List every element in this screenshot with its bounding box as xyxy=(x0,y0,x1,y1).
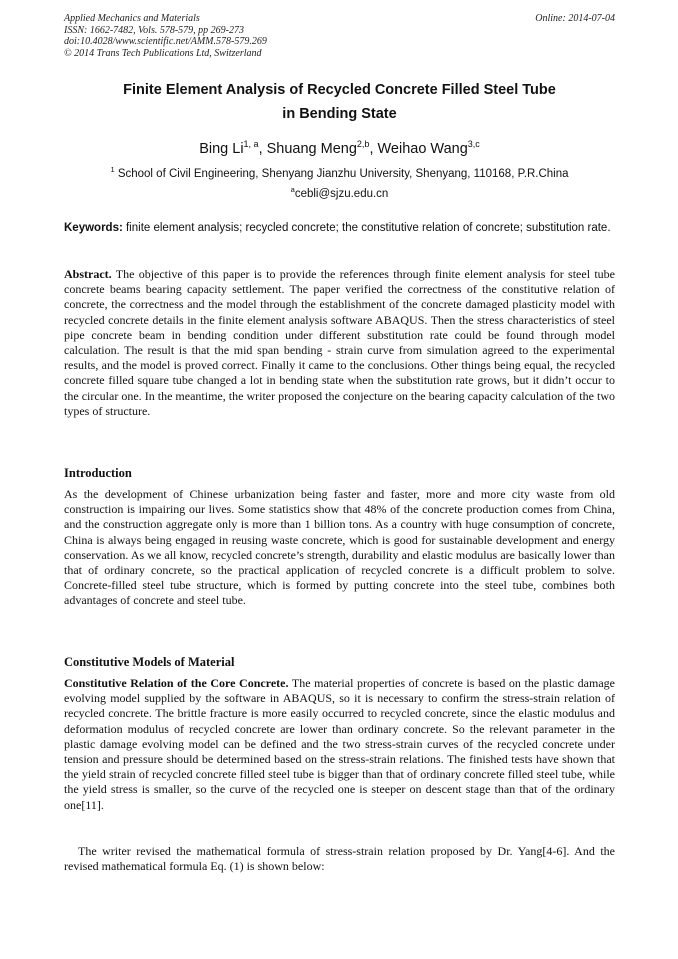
section-heading-introduction: Introduction xyxy=(64,466,132,480)
paper-title xyxy=(64,78,615,126)
author-affiliation-mark: 1, a xyxy=(243,139,259,149)
contact-email xyxy=(64,185,615,200)
email-text: cebli@sjzu.edu.cn xyxy=(294,188,389,200)
author-affiliation-mark: 3,c xyxy=(467,139,480,149)
abstract-text: The objective of this paper is to provide the references through finite element analysis for steel tube concrete beams bearing capacity settlement. The paper verified the correctness of the constitutive relation of concrete, the correctness and the model through the establishment of the concrete damaged plasticity model with recycled concrete details in the finite element analysis software ABAQUS. Then the stress characteristics of steel pipe concrete beam in bending condition under different substitution rate could be found through model calculation. The result is that the mid span bending - strain curve from simulation agreed to the experimental results, and the model is proved correct. Finally it came to the conclusions. Other things being equal, the recycled concrete filled square tube changed a lot in bending state when the substitution rate grows, but it didn’t occur to the circular one. In the meantime, the writer proposed the conjecture on the bearing capacity calculation of the two types of structure. xyxy=(64,267,615,418)
subsection-label: Constitutive Relation of the Core Concrete. xyxy=(64,676,289,690)
author-name: , Weihao Wang xyxy=(369,141,468,157)
author-name: , Shuang Meng xyxy=(258,141,357,157)
journal-name: Applied Mechanics and Materials xyxy=(64,13,200,24)
affiliation-text: School of Civil Engineering, Shenyang Jianzhu University, Shenyang, 110168, P.R.China xyxy=(117,168,569,180)
keywords-label: Keywords: xyxy=(64,222,123,234)
keywords xyxy=(64,221,615,236)
paper-title-line1: Finite Element Analysis of Recycled Concrete Filled Steel Tube xyxy=(123,82,556,98)
keywords-text: finite element analysis; recycled concrete; the constitutive relation of concrete; substitution rate. xyxy=(122,222,611,234)
journal-doi: doi:10.4028/www.scientific.net/AMM.578-579.269 xyxy=(64,36,267,47)
formula-intro-paragraph: The writer revised the mathematical formula of stress-strain relation proposed by Dr. Yang[4-6]. And the revised mathematical formula Eq. (1) is shown below: xyxy=(64,844,615,874)
journal-issn: ISSN: 1662-7482, Vols. 578-579, pp 269-273 xyxy=(64,24,244,36)
affiliation-mark: 1 xyxy=(110,165,115,174)
introduction-paragraph: As the development of Chinese urbanization being faster and faster, more and more city waste from old construction is impairing our lives. Some statistics show that 48% of the concrete production comes from China, and the construction aggregate only is more than 1 billion tons. As a country with huge consumption of concrete, China is always being engaged in reusing waste concrete, which is good for sustainable development and energy conservation. As we all know, recycled concrete’s strength, durability and elastic modulus are basically lower than that of ordinary concrete, so the practical application of recycled concrete is a difficult problem to solve. Concrete-filled steel tube structure, which is formed by putting concrete into the steel tube, combines both advantages of concrete and steel tube. xyxy=(64,487,615,608)
abstract xyxy=(64,267,615,419)
email-mark: a xyxy=(290,185,295,194)
journal-header xyxy=(64,13,267,59)
abstract-label: Abstract. xyxy=(64,267,112,281)
author-name: Bing Li xyxy=(199,141,244,157)
paper-title-line2: in Bending State xyxy=(282,106,397,122)
author-list xyxy=(64,139,615,157)
journal-copyright: © 2014 Trans Tech Publications Ltd, Switzerland xyxy=(64,47,262,59)
online-date: Online: 2014-07-04 xyxy=(535,13,615,24)
author-affiliation-mark: 2,b xyxy=(356,139,370,149)
constitutive-paragraph xyxy=(64,676,615,813)
section-heading-constitutive-models: Constitutive Models of Material xyxy=(64,655,235,669)
affiliation xyxy=(64,165,615,180)
constitutive-text: The material properties of concrete is based on the plastic damage evolving model supplied by the software in ABAQUS, so it is necessary to confirm the stress-strain relation of recycled concrete. The brittle fracture is more easily occurred to recycled concrete, since the elastic modulus and deformation modulus of recycled concrete are lower than ordinary concrete. So the relevant parameter in the plastic damage evolving model can be defined and the two stress-strain curves of the recycled concrete under tension and pressure should be determined based on the stress-strain relations. The finished tests have shown that the yield strain of recycled concrete filled steel tube is bigger than that of ordinary concrete filled steel tube, while the yield stress is smaller, so the curve of the recycled one is steeper on descent stage than that of the ordinary one[11]. xyxy=(64,676,615,812)
